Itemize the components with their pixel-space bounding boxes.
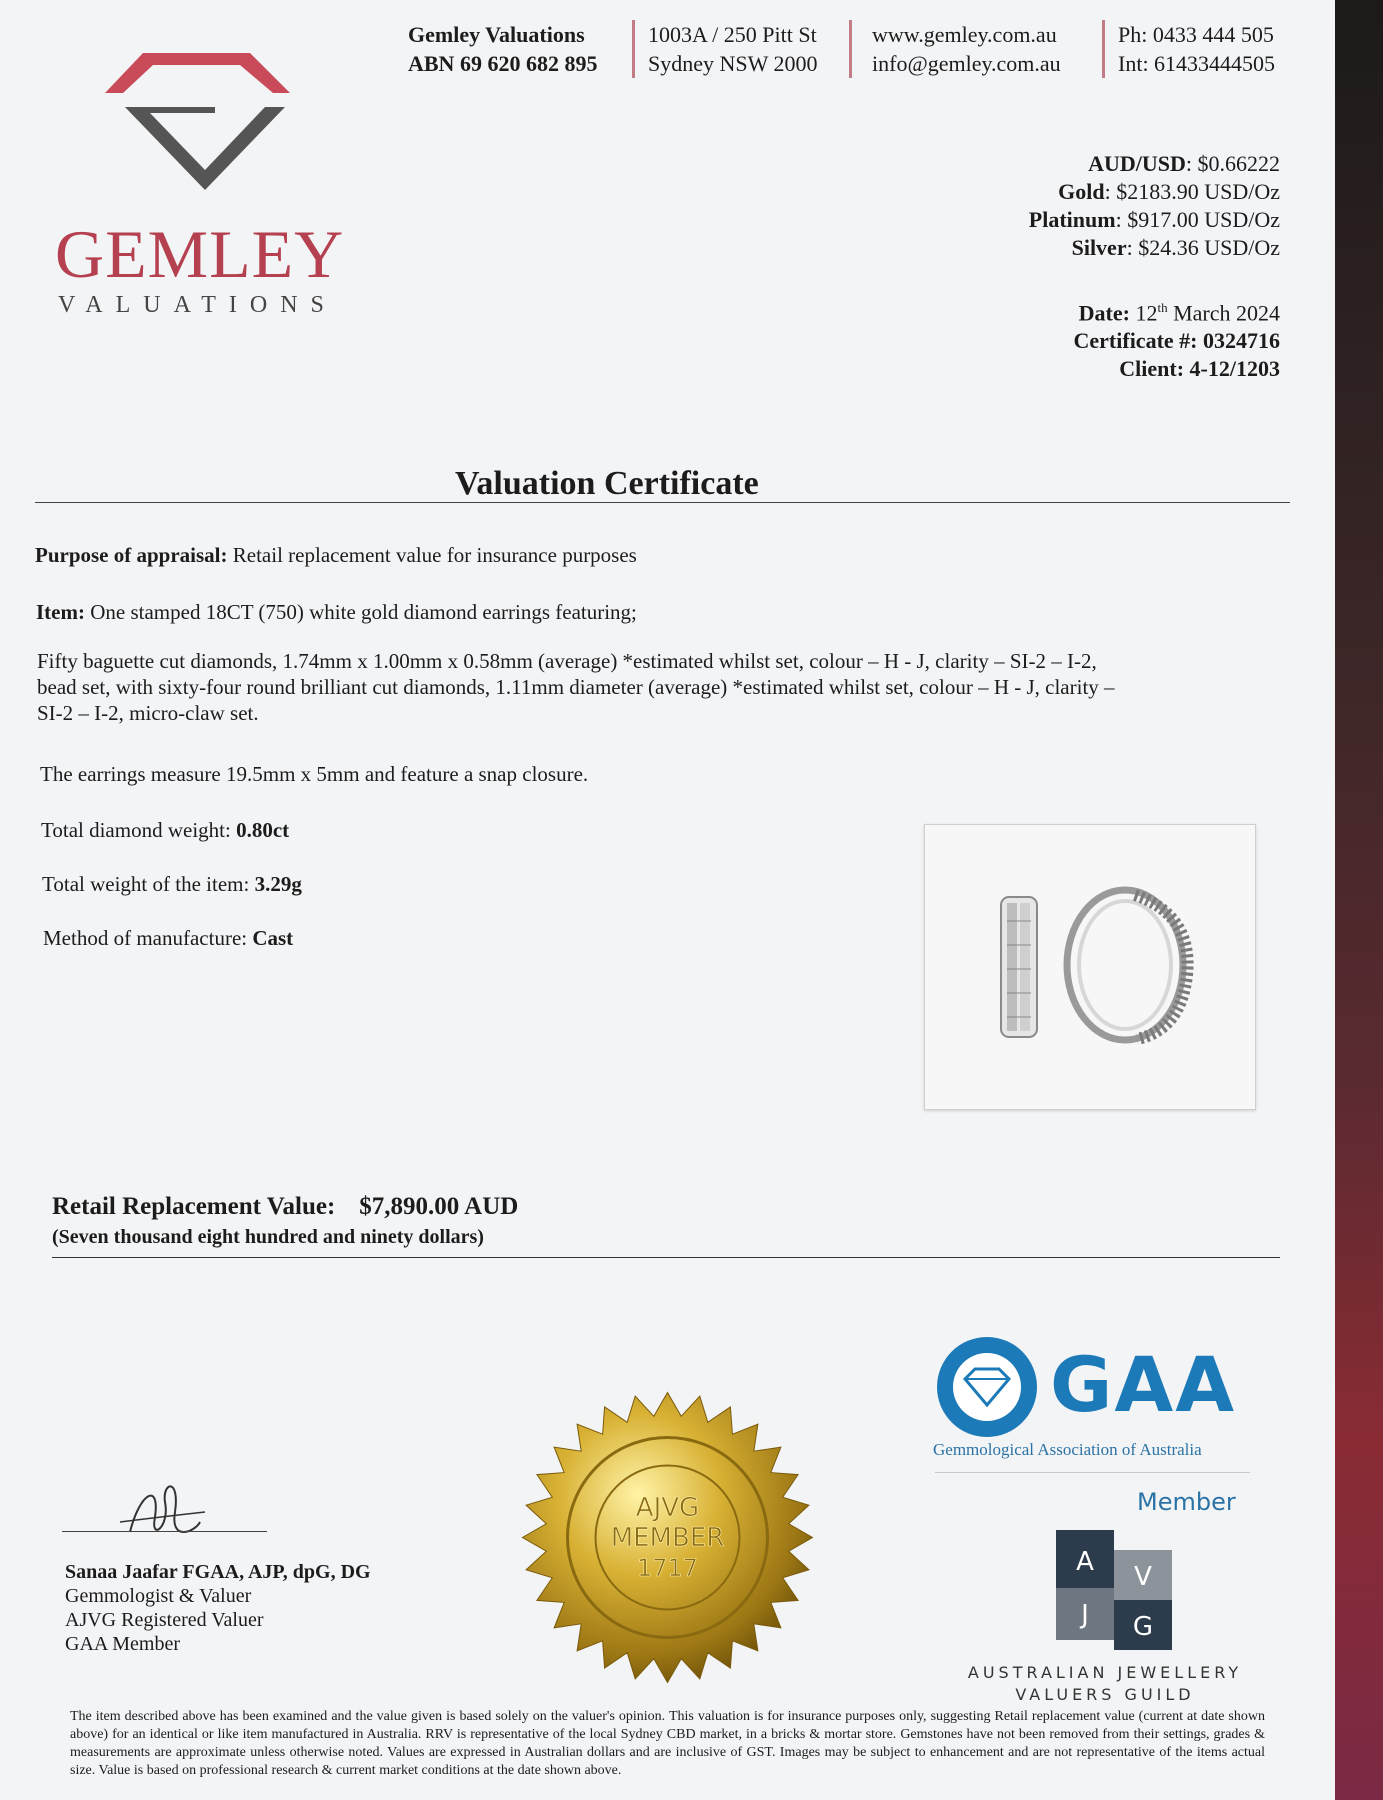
- signature-line: [62, 1531, 267, 1532]
- ajvg-seal-icon: [520, 1390, 815, 1685]
- rate-gold: Gold: $2183.90 USD/Oz: [1058, 179, 1280, 204]
- value-in-words: (Seven thousand eight hundred and ninety dollars): [52, 1226, 484, 1248]
- company-name: Gemley Valuations: [408, 22, 585, 47]
- ajvg-line: VALUERS GUILD: [1015, 1685, 1195, 1704]
- rate-platinum: Platinum: $917.00 USD/Oz: [1028, 207, 1280, 232]
- title-rule: [35, 502, 1290, 503]
- diamond-weight-line: Total diamond weight: 0.80ct: [41, 818, 290, 842]
- item-photo: [924, 824, 1256, 1110]
- gaa-full-name: Gemmological Association of Australia: [933, 1440, 1202, 1459]
- ajvg-wordmark: [960, 1662, 1250, 1706]
- ajvg-letter: J: [1081, 1600, 1089, 1630]
- member-label: Member: [1137, 1488, 1236, 1516]
- signer-role: AJVG Registered Valuer: [65, 1609, 264, 1631]
- description-line: bead set, with sixty-four round brilliant cut diamonds, 1.11mm diameter (average) *estimated whilst set, colour – H - J, clarity –: [37, 675, 1115, 699]
- cert-client: Client: 4-12/1203: [1119, 356, 1280, 382]
- address-line1: 1003A / 250 Pitt St: [648, 22, 817, 47]
- page-edge-shadow: [1335, 0, 1383, 1800]
- metal-rates: [1029, 150, 1280, 262]
- ajvg-letter: A: [1076, 1547, 1094, 1577]
- signer-name: Sanaa Jaafar FGAA, AJP, dpG, DG: [65, 1561, 371, 1583]
- company-block: [408, 20, 597, 78]
- signer-block: [65, 1560, 371, 1656]
- retail-replacement-value: Retail Replacement Value: $7,890.00 AUD: [52, 1193, 519, 1220]
- description-line: Fifty baguette cut diamonds, 1.74mm x 1.00mm x 0.58mm (average) *estimated whilst set, colour – H - J, clarity – SI-2 – I-2,: [37, 649, 1097, 673]
- seal-text: 1717: [636, 1554, 699, 1582]
- gaa-emblem-icon: [935, 1335, 1040, 1440]
- measure-line: The earrings measure 19.5mm x 5mm and feature a snap closure.: [40, 762, 589, 786]
- intl-phone-number: Int: 61433444505: [1118, 51, 1276, 76]
- cert-date: Date: 12th March 2024: [1078, 300, 1280, 326]
- item-description: [37, 648, 1282, 726]
- manufacture-line: Method of manufacture: Cast: [43, 926, 294, 950]
- purpose-line: Purpose of appraisal: Retail replacement value for insurance purposes: [35, 543, 637, 567]
- disclaimer-text: The item described above has been examined and the value given is based solely on the valuer's opinion. This valuation is for insurance purposes only, suggesting Retail replacement value (current at date shown above) for an identical or like item manufactured in Australia. RRV is representative of the local Sydney CBD market, in a bricks & mortar store. Gemstones have not been removed from their settings, grades & measurements are approximate unless otherwise noted. Values are expressed in Australian dollars and are inclusive of GST. Images may be subject to enhancement and are not representative of the items actual size. Value is based on professional research & current market conditions at the date shown above.: [70, 1709, 1265, 1778]
- rate-aud-usd: AUD/USD: $0.66222: [1088, 151, 1280, 176]
- ajvg-line: AUSTRALIAN JEWELLERY: [967, 1663, 1243, 1682]
- signer-role: Gemmologist & Valuer: [65, 1585, 252, 1607]
- description-line: SI-2 – I-2, micro-claw set.: [37, 701, 259, 725]
- earrings-image-icon: [925, 825, 1255, 1109]
- page-title: Valuation Certificate: [455, 465, 759, 502]
- cert-number: Certificate #: 0324716: [1073, 328, 1280, 354]
- item-weight-line: Total weight of the item: 3.29g: [42, 872, 302, 896]
- address-block: [648, 20, 818, 78]
- seal-text: MEMBER: [610, 1523, 725, 1553]
- website-link[interactable]: www.gemley.com.au: [872, 22, 1057, 47]
- logo-subtitle: VALUATIONS: [58, 292, 337, 318]
- web-block: [872, 20, 1061, 78]
- rate-silver: Silver: $24.36 USD/Oz: [1071, 235, 1280, 260]
- header-divider: [849, 20, 852, 78]
- certificate-meta: [1074, 294, 1280, 383]
- address-line2: Sydney NSW 2000: [648, 51, 818, 76]
- phone-number: Ph: 0433 444 505: [1118, 22, 1274, 47]
- gaa-logo-text: GAA: [1050, 1340, 1237, 1429]
- gaa-rule: [935, 1472, 1250, 1473]
- signature-icon: [110, 1472, 220, 1552]
- ajvg-grid-icon: [1056, 1530, 1176, 1655]
- email-link[interactable]: info@gemley.com.au: [872, 51, 1061, 76]
- phone-block: [1118, 20, 1275, 78]
- signer-role: GAA Member: [65, 1633, 180, 1655]
- seal-text: AJVG: [635, 1493, 700, 1523]
- ajvg-letter: G: [1132, 1612, 1154, 1642]
- gemley-logo-icon: [95, 45, 295, 195]
- logo-wordmark: GEMLEY: [55, 216, 345, 292]
- header-divider: [1102, 20, 1105, 78]
- header-divider: [632, 20, 635, 78]
- company-abn: ABN 69 620 682 895: [408, 51, 598, 76]
- item-line: Item: One stamped 18CT (750) white gold diamond earrings featuring;: [36, 600, 637, 624]
- ajvg-logo: [1056, 1530, 1176, 1660]
- ajvg-letter: V: [1134, 1562, 1152, 1592]
- value-rule: [52, 1257, 1280, 1258]
